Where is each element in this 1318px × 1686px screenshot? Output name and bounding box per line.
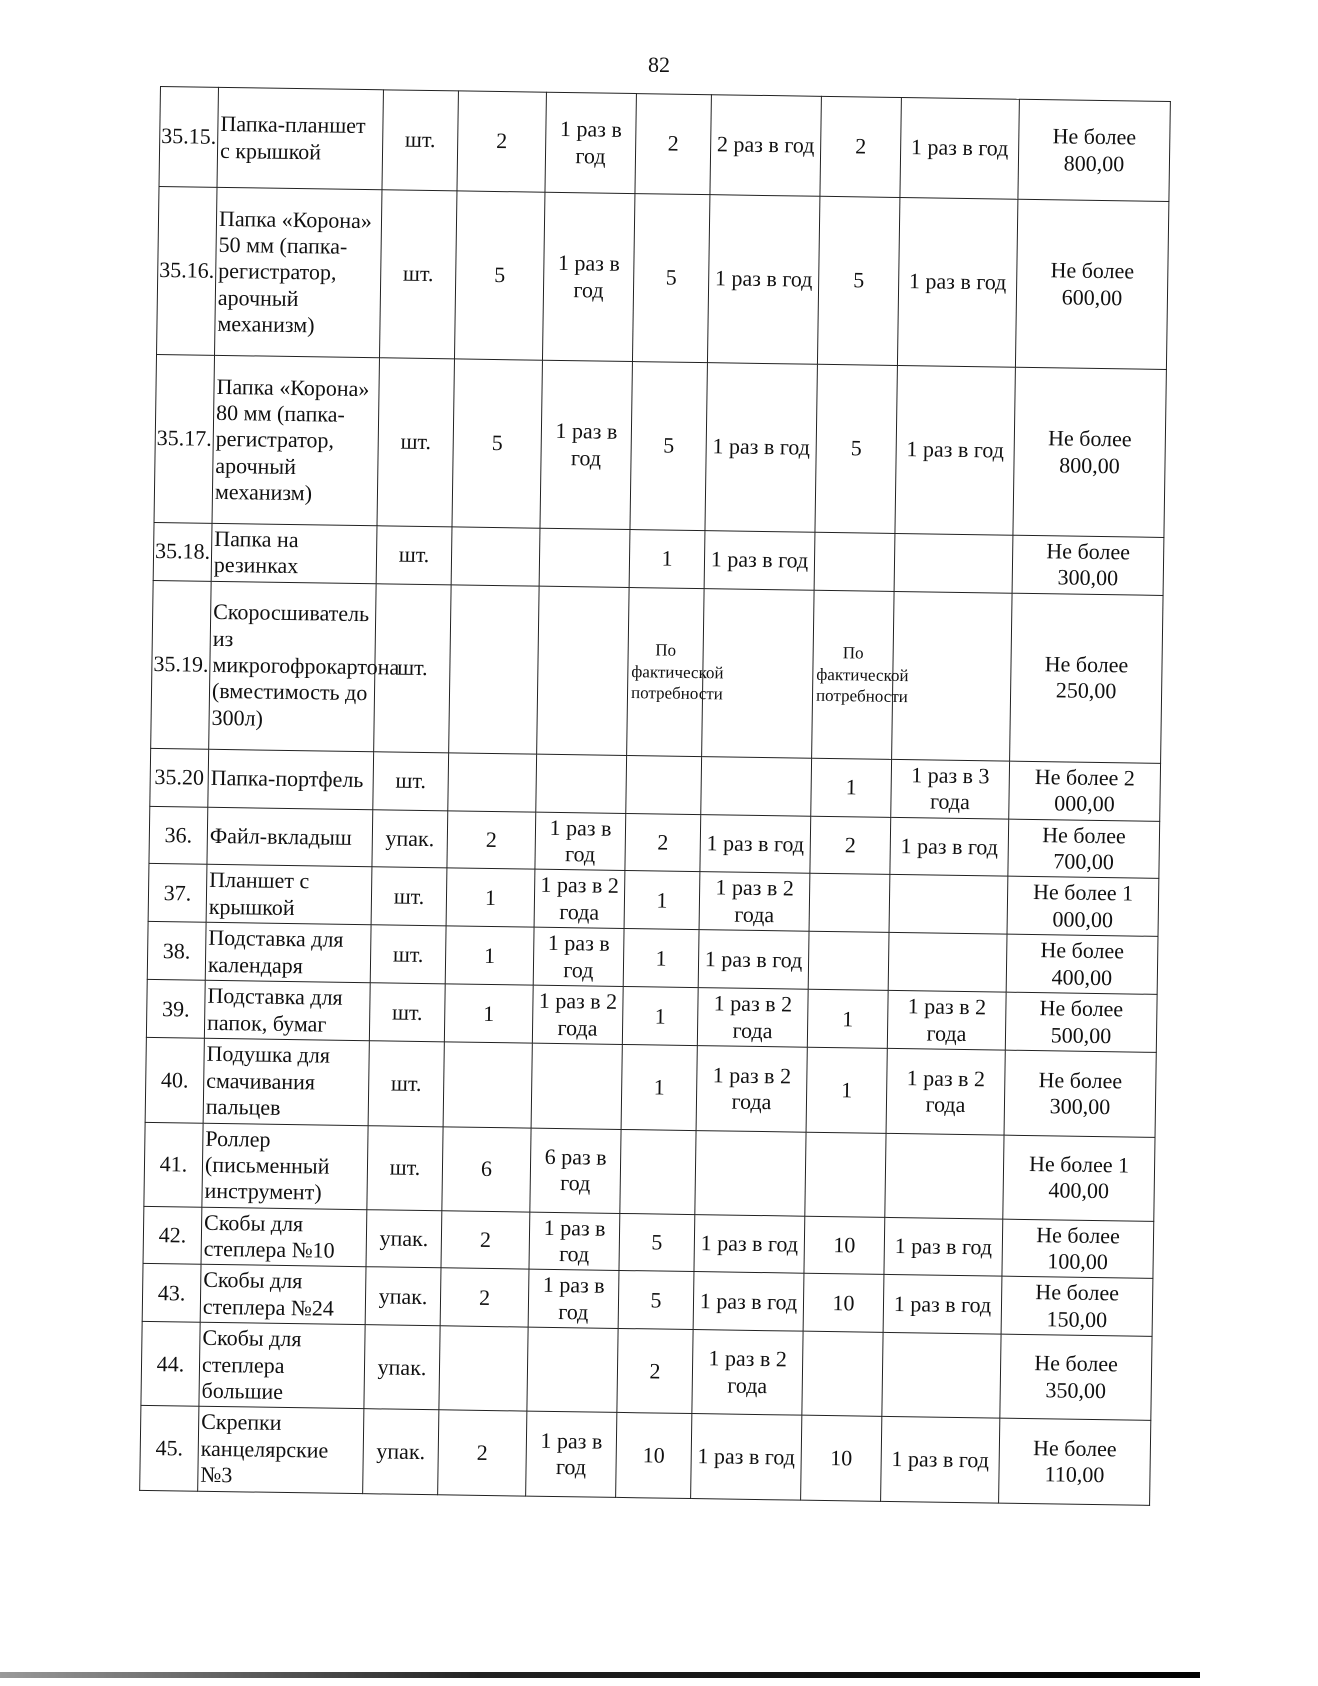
period-2-cell: 1 раз в год [694,1214,805,1273]
period-1-cell: 1 раз в год [533,927,624,986]
period-3-cell: 1 раз в 3 года [891,759,1010,819]
unit-cell: шт. [376,526,452,585]
period-3-cell: 1 раз в год [897,197,1017,367]
table-row [151,580,1163,763]
quantity-3-cell [809,874,890,933]
period-3-cell: 1 раз в год [895,365,1015,535]
unit-cell: шт. [368,1041,444,1126]
quantity-1-cell [443,1042,532,1127]
period-2-cell: 1 раз в год [705,363,817,533]
quantity-2-cell: 5 [630,362,707,531]
period-1-cell [537,586,629,755]
period-3-cell [889,875,1008,935]
item-name-cell: Скоросшиватель из микрогофрокартона (вместимость до 300л) [209,581,376,751]
row-number-cell: 38. [147,922,206,981]
period-1-cell: 1 раз в год [528,1270,619,1329]
table-row [154,354,1166,537]
price-cell: Не более 800,00 [1018,99,1170,201]
quantity-2-cell: 2 [617,1329,693,1414]
period-1-cell: 1 раз в год [535,812,626,871]
period-2-cell: 1 раз в 2 года [696,1046,807,1132]
period-1-cell: 1 раз в год [526,1412,617,1497]
period-1-cell: 1 раз в год [545,92,636,193]
quantity-1-cell: 6 [442,1126,531,1211]
price-cell: Не более 500,00 [1005,992,1157,1052]
quantity-3-cell: 2 [810,816,891,875]
quantity-3-cell [802,1331,883,1416]
price-cell: Не более 600,00 [1015,199,1168,369]
period-1-cell: 1 раз в год [540,360,632,529]
quantity-2-cell: 2 [625,813,701,872]
period-2-cell: 1 раз в 2 года [697,988,808,1048]
period-2-cell: 1 раз в год [700,814,811,873]
item-name-cell: Скрепки канцелярские №3 [198,1407,364,1494]
quantity-1-cell [448,753,537,812]
row-number-cell: 35.18. [153,522,212,581]
item-name-cell: Подставка для календаря [205,923,371,983]
period-3-cell [894,533,1013,593]
period-2-cell [695,1130,806,1216]
quantity-2-cell: 1 [622,987,698,1046]
item-name-cell: Папка «Корона» 50 мм (папка-регистратор, арочный механизм) [215,187,382,357]
row-number-cell: 36. [149,806,208,865]
price-cell: Не более 150,00 [1001,1277,1153,1337]
row-number-cell: 35.17. [154,354,214,523]
unit-cell: шт. [367,1125,443,1210]
quantity-1-cell [449,585,539,754]
price-cell: Не более 800,00 [1013,367,1166,537]
row-number-cell: 43. [142,1264,201,1323]
period-1-cell: 1 раз в 2 года [534,869,625,928]
period-3-cell: 1 раз в 2 года [887,991,1006,1051]
price-cell: Не более 300,00 [1012,535,1164,595]
period-3-cell [892,591,1012,761]
unit-cell: шт. [370,925,446,984]
quantity-3-cell: 10 [803,1274,884,1333]
period-1-cell [536,754,627,813]
quantity-3-cell: 5 [817,196,899,365]
unit-cell: шт. [373,752,449,811]
quantity-2-cell: 2 [635,94,711,195]
quantity-2-cell: 5 [632,194,709,363]
row-number-cell: 35.16. [157,186,217,355]
period-1-cell: 1 раз в год [529,1212,620,1271]
period-2-cell: 1 раз в год [707,195,819,365]
quantity-1-cell [451,527,540,586]
row-number-cell: 35.20 [150,748,209,807]
unit-cell: упак. [366,1209,442,1268]
quantity-2-cell [620,1129,696,1214]
quantity-2-cell: По фактической потребности [627,587,704,756]
period-2-cell: 2 раз в год [710,95,821,197]
quantity-3-cell: 2 [820,96,901,197]
price-cell: Не более 1 000,00 [1007,877,1159,937]
item-name-cell: Подушка для смачивания пальцев [203,1039,369,1126]
period-1-cell [539,528,630,587]
period-3-cell: 1 раз в год [890,817,1009,877]
quantity-2-cell: 1 [623,929,699,988]
period-3-cell: 1 раз в год [900,97,1019,199]
row-number-cell: 42. [143,1206,202,1265]
unit-cell: шт. [374,584,451,753]
quantity-2-cell: 5 [619,1213,695,1272]
table-body [140,87,1171,1505]
page-number: 82 [648,52,670,77]
unit-cell: шт. [371,867,447,926]
table-row [140,1406,1151,1505]
quantity-3-cell: По фактической потребности [812,590,894,759]
item-name-cell: Папка «Корона» 80 мм (папка-регистратор, арочный механизм) [212,355,379,525]
quantity-1-cell: 2 [438,1410,527,1495]
item-name-cell: Скобы для степлера №24 [200,1265,366,1325]
unit-cell: упак. [372,809,448,868]
quantity-2-cell: 1 [629,530,705,589]
unit-cell: упак. [364,1325,440,1410]
quantity-3-cell [808,932,889,991]
item-name-cell: Файл-вкладыш [207,807,373,867]
price-cell: Не более 350,00 [1000,1334,1152,1420]
price-cell: Не более 300,00 [1004,1050,1156,1136]
item-name-cell: Папка-планшет с крышкой [217,87,383,189]
period-3-cell [885,1133,1004,1219]
quantity-1-cell: 5 [452,359,542,528]
quantity-1-cell: 2 [447,810,536,869]
period-1-cell: 1 раз в 2 года [532,985,623,1044]
price-cell: Не более 100,00 [1002,1219,1154,1279]
row-number-cell: 44. [141,1322,200,1407]
quantity-3-cell: 1 [806,1048,887,1133]
price-cell: Не более 1 400,00 [1003,1135,1155,1221]
row-number-cell: 40. [145,1038,204,1123]
item-name-cell: Планшет с крышкой [206,865,372,925]
quantity-3-cell [814,532,895,591]
item-name-cell: Папка на резинках [211,523,377,583]
unit-cell: шт. [382,90,458,191]
period-2-cell: 1 раз в год [704,531,815,590]
quantity-3-cell: 1 [807,990,888,1049]
quantity-2-cell: 1 [621,1045,697,1130]
price-cell: Не более 400,00 [1006,935,1158,995]
quantity-1-cell: 2 [441,1210,530,1269]
unit-cell: шт. [377,358,454,527]
period-1-cell: 1 раз в год [542,192,634,361]
item-name-cell: Скобы для степлера №10 [201,1207,367,1267]
quantity-2-cell [626,755,702,814]
quantity-1-cell: 2 [457,91,546,192]
price-cell: Не более 2 000,00 [1009,761,1161,821]
quantity-3-cell: 1 [811,758,892,817]
supplies-table-container [139,86,1171,1505]
row-number-cell: 39. [146,980,205,1039]
period-1-cell [527,1327,618,1412]
period-3-cell: 1 раз в год [883,1275,1002,1335]
quantity-1-cell [439,1326,528,1411]
table-row [157,186,1169,369]
table-row [145,1038,1156,1137]
period-2-cell [701,756,812,815]
quantity-2-cell: 5 [618,1271,694,1330]
quantity-2-cell: 10 [616,1413,692,1498]
price-cell: Не более 110,00 [999,1419,1151,1505]
table-row [159,87,1170,202]
quantity-3-cell: 10 [801,1416,882,1501]
item-name-cell: Подставка для папок, бумаг [204,981,370,1041]
item-name-cell: Скобы для степлера большие [199,1322,365,1409]
quantity-3-cell: 5 [815,364,897,533]
period-2-cell: 1 раз в год [698,930,809,990]
period-2-cell: 1 раз в 2 года [692,1330,803,1416]
period-3-cell: 1 раз в год [884,1217,1003,1277]
row-number-cell: 45. [140,1406,199,1491]
quantity-1-cell: 1 [444,984,533,1043]
row-number-cell: 37. [148,864,207,923]
period-2-cell: 1 раз в год [691,1414,802,1500]
row-number-cell: 35.15. [159,87,218,188]
quantity-3-cell: 10 [804,1216,885,1275]
unit-cell: шт. [379,190,456,359]
supplies-table [139,86,1171,1505]
quantity-3-cell [805,1132,886,1217]
price-cell: Не более 700,00 [1008,819,1160,879]
unit-cell: упак. [363,1409,439,1494]
period-3-cell: 1 раз в 2 года [886,1049,1005,1135]
quantity-1-cell: 2 [440,1268,529,1327]
unit-cell: упак. [365,1267,441,1326]
period-2-cell: 1 раз в год [693,1272,804,1331]
period-3-cell: 1 раз в год [881,1417,1000,1503]
quantity-1-cell: 5 [454,191,544,360]
row-number-cell: 35.19. [151,580,211,749]
quantity-1-cell: 1 [446,868,535,927]
table-row [141,1322,1152,1421]
period-1-cell: 6 раз в год [530,1128,621,1213]
quantity-2-cell: 1 [624,871,700,930]
period-1-cell [531,1043,622,1128]
period-2-cell: 1 раз в 2 года [699,872,810,932]
item-name-cell: Папка-портфель [208,749,374,809]
quantity-1-cell: 1 [445,926,534,985]
period-3-cell [888,933,1007,993]
unit-cell: шт. [369,983,445,1042]
row-number-cell: 41. [144,1122,203,1207]
table-row [144,1122,1155,1221]
item-name-cell: Роллер (письменный инструмент) [202,1123,368,1210]
price-cell: Не более 250,00 [1010,593,1163,763]
period-3-cell [882,1333,1001,1419]
scan-edge-line [0,1672,1200,1678]
